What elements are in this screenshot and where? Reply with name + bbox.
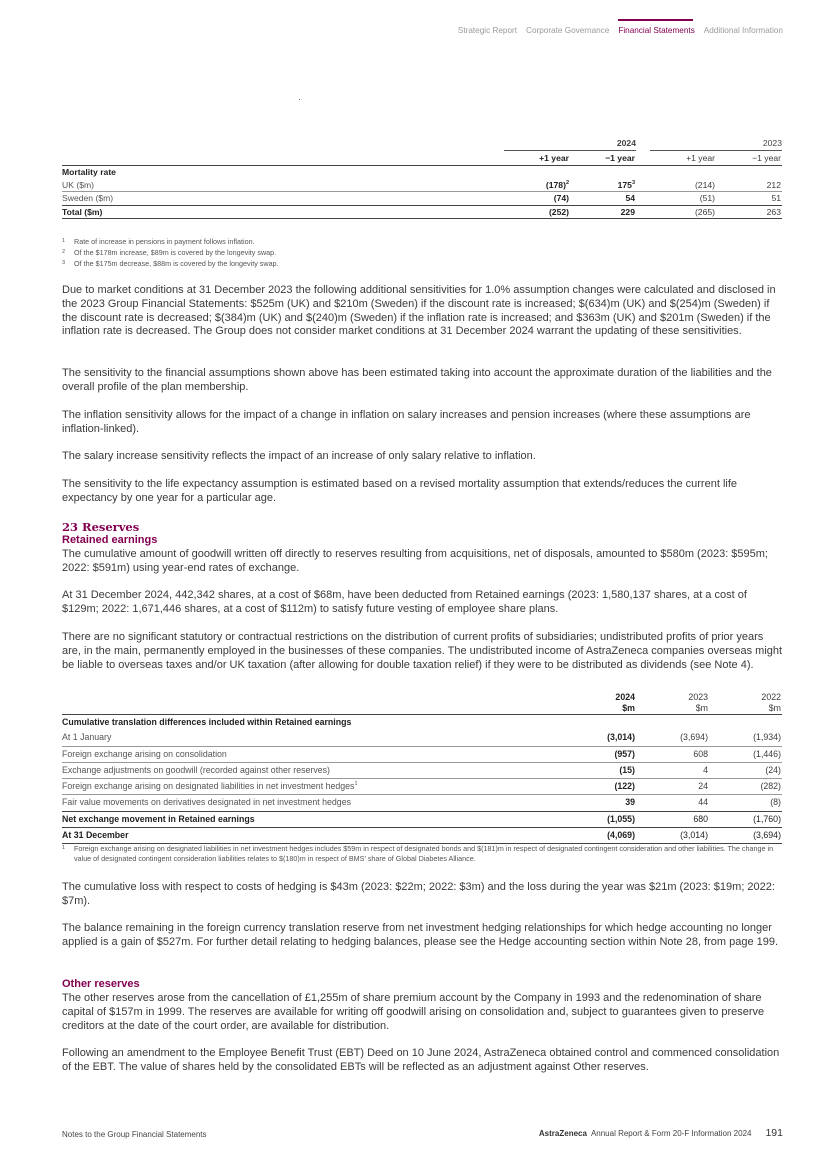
cell: (1,055) (563, 811, 636, 827)
table-row (62, 779, 782, 795)
section-nav (458, 26, 783, 35)
table-row-total (62, 205, 782, 219)
nav-strategic-report[interactable]: Strategic Report (457, 26, 518, 35)
table-header (62, 690, 782, 715)
cell: (74) (504, 192, 570, 206)
paragraph: At 31 December 2024, 442,342 shares, at a cost of $68m, have been deducted from Retained earnings (2023: 1,580,137 shares, at a cost of $129m; 2022: 1,671,446 shares, at a cost of $112m) to satisfy future vesting of employee share plans. (62, 589, 747, 615)
cell: 4 (636, 762, 709, 778)
cell: (24) (709, 762, 782, 778)
cell: (3,694) (709, 828, 782, 844)
cell: (122) (563, 779, 636, 795)
paragraph: The salary increase sensitivity reflects the impact of an increase of only salary relative to inflation. (62, 450, 536, 462)
stray-mark (299, 99, 300, 100)
section-label: Cumulative translation differences included within Retained earnings (62, 717, 352, 727)
subheading-retained-earnings: Retained earnings (62, 534, 158, 546)
cell: 44 (636, 795, 709, 811)
cell: (8) (709, 795, 782, 811)
paragraph: There are no significant statutory or contractual restrictions on the distribution of current profits of subsidiaries; undistributed profits of prior years are, in the main, permanently employed in the businesses of these companies. The undistributed income of AstraZeneca companies overseas might be liable to overseas taxes and/or UK taxation (after allowing for double taxation relief) if they were to be distributed as dividends (see Note 4). (62, 631, 783, 671)
row-label: Fair value movements on derivatives designated in net investment hedges (62, 795, 563, 811)
row-label: UK ($m) (62, 179, 504, 192)
table-row (62, 179, 782, 192)
section-heading-reserves: 23 Reserves (62, 520, 140, 534)
table-row-total (62, 828, 782, 844)
row-label: Exchange adjustments on goodwill (recorded against other reserves) (62, 762, 563, 778)
col-plus-1-year-2024: +1 year (504, 151, 570, 166)
cell: (214) (650, 179, 716, 192)
cell: (282) (709, 779, 782, 795)
section-row (62, 715, 782, 731)
paragraph: The inflation sensitivity allows for the impact of a change in inflation on salary increases and pension increases (where these assumptions are inflation-linked). (62, 409, 751, 435)
mortality-sensitivity-table (62, 137, 782, 219)
nav-corporate-governance[interactable]: Corporate Governance (526, 26, 610, 35)
footnote: 3 Of the $175m decrease, $88m is covered by the longevity swap. (62, 259, 279, 268)
cell: 680 (636, 811, 709, 827)
cell: 212 (716, 179, 782, 192)
col-minus-1-year-2023: −1 year (716, 151, 782, 166)
col-2022: 2022 $m (709, 690, 782, 715)
cell: 229 (570, 205, 636, 219)
nav-financial-statements[interactable]: Financial Statements (618, 26, 695, 35)
section-label: Mortality rate (62, 167, 116, 177)
paragraph: Due to market conditions at 31 December 2023 the following additional sensitivities for 1.0% assumption changes were calculated and disclosed in the 2023 Group Financial Statements: $525m (UK) and $210m (Sweden) if the discount rate is increased; $(634)m (UK) and $(254)m (Sweden) if the discount rate is decreased; $(384)m (UK) and $(240)m (Sweden) if the inflation rate is increased; and $363m (UK) and $201m (Sweden) if the inflation rate is decreased. The Group does not consider market conditions at 31 December 2024 warrant the updating of these sensitivities. (62, 284, 776, 338)
cell: (1,446) (709, 746, 782, 762)
paragraph: The cumulative loss with respect to costs of hedging is $43m (2023: $22m; 2022: $3m) and the loss during the year was $21m (2023: $19m; 2022: $7m). (62, 881, 775, 907)
cell: (957) (563, 746, 636, 762)
row-label: At 31 December (62, 828, 563, 844)
cell: (3,014) (636, 828, 709, 844)
row-label: Foreign exchange arising on consolidation (62, 746, 563, 762)
table-row-subtotal (62, 811, 782, 827)
cell: (265) (650, 205, 716, 219)
paragraph: The sensitivity to the life expectancy assumption is estimated based on a revised mortality assumption that extends/reduces the current life expectancy by one year for a particular age. (62, 478, 738, 504)
table-header-years (62, 137, 782, 151)
row-label: At 1 January (62, 730, 563, 746)
cell: (3,014) (563, 730, 636, 746)
footnote: 2 Of the $178m increase, $89m is covered by the longevity swap. (62, 248, 277, 257)
cell: (3,694) (636, 730, 709, 746)
table-footnote: 1 Foreign exchange arising on designated liabilities in net investment hedges includes $59m in respect of designated bonds and $(181)m in respect of designated contingent consideration and other liabilities. The change in value of designated contingent consideration liabilities relates to $(180)m in respect of BMS' share of Global Diabetes Alliance. (62, 844, 774, 863)
paragraph: The other reserves arose from the cancellation of £1,255m of share premium account by the Company in 1993 and the redenomination of share capital of $157m in 1999. The reserves are available for writing off goodwill arising on consolidation and, subject to guarantees given to preserve creditors at the date of the court order, are available for distribution. (62, 992, 765, 1032)
footnote: 1 Rate of increase in pensions in payment follows inflation. (62, 237, 255, 246)
row-label: Total ($m) (62, 205, 504, 219)
page-number: 191 (765, 1127, 783, 1139)
row-label: Net exchange movement in Retained earnings (62, 811, 563, 827)
table-row (62, 192, 782, 206)
footer-report-title: Annual Report & Form 20-F Information 2024 (590, 1129, 752, 1138)
table-row (62, 762, 782, 778)
cell: 608 (636, 746, 709, 762)
section-row (62, 166, 782, 179)
cell: $175^3$ (570, 179, 636, 192)
col-2024: 2024 $m (563, 690, 636, 715)
col-2023: 2023 $m (636, 690, 709, 715)
table-row (62, 746, 782, 762)
cell: 263 (716, 205, 782, 219)
paragraph: The cumulative amount of goodwill written off directly to reserves resulting from acquisitions, net of disposals, amounted to $580m (2023: $595m; 2022: $591m) using year-end rates of exchange. (62, 548, 768, 574)
table-row (62, 730, 782, 746)
paragraph: The sensitivity to the financial assumptions shown above has been estimated taking into account the approximate duration of the liabilities and the overall profile of the plan membership. (62, 367, 772, 393)
cell: 51 (716, 192, 782, 206)
row-label: Foreign exchange arising on designated liabilities in net investment hedges$^1$ (62, 779, 563, 795)
year-2023-header: 2023 (650, 137, 782, 151)
footer-section-title: Notes to the Group Financial Statements (62, 1130, 207, 1139)
footer-publication (539, 1127, 783, 1139)
cell: (252) (504, 205, 570, 219)
cell: (4,069) (563, 828, 636, 844)
cell: $(178)^2$ (504, 179, 570, 192)
cell: (1,934) (709, 730, 782, 746)
paragraph: Following an amendment to the Employee Benefit Trust (EBT) Deed on 10 June 2024, AstraZeneca obtained control and commenced consolidation of the EBT. The value of shares held by the consolidated EBTs will be reflected as an adjustment against Other reserves. (62, 1047, 780, 1073)
cell: 54 (570, 192, 636, 206)
cell: (1,760) (709, 811, 782, 827)
cell: 24 (636, 779, 709, 795)
table-row (62, 795, 782, 811)
cell: (51) (650, 192, 716, 206)
table-header-columns (62, 151, 782, 166)
translation-differences-table (62, 690, 782, 844)
col-minus-1-year-2024: −1 year (570, 151, 636, 166)
footer-brand: AstraZeneca (538, 1129, 587, 1138)
paragraph: The balance remaining in the foreign currency translation reserve from net investment hedging relationships for which hedge accounting no longer applied is a gain of $527m. For further detail relating to hedging balances, please see the Hedge accounting section within Note 28, from page 199. (62, 922, 779, 948)
year-2024-header: 2024 (504, 137, 636, 151)
cell: 39 (563, 795, 636, 811)
row-label: Sweden ($m) (62, 192, 504, 206)
cell: (15) (563, 762, 636, 778)
col-plus-1-year-2023: +1 year (650, 151, 716, 166)
nav-additional-information[interactable]: Additional Information (703, 26, 783, 35)
subheading-other-reserves: Other reserves (62, 978, 140, 990)
